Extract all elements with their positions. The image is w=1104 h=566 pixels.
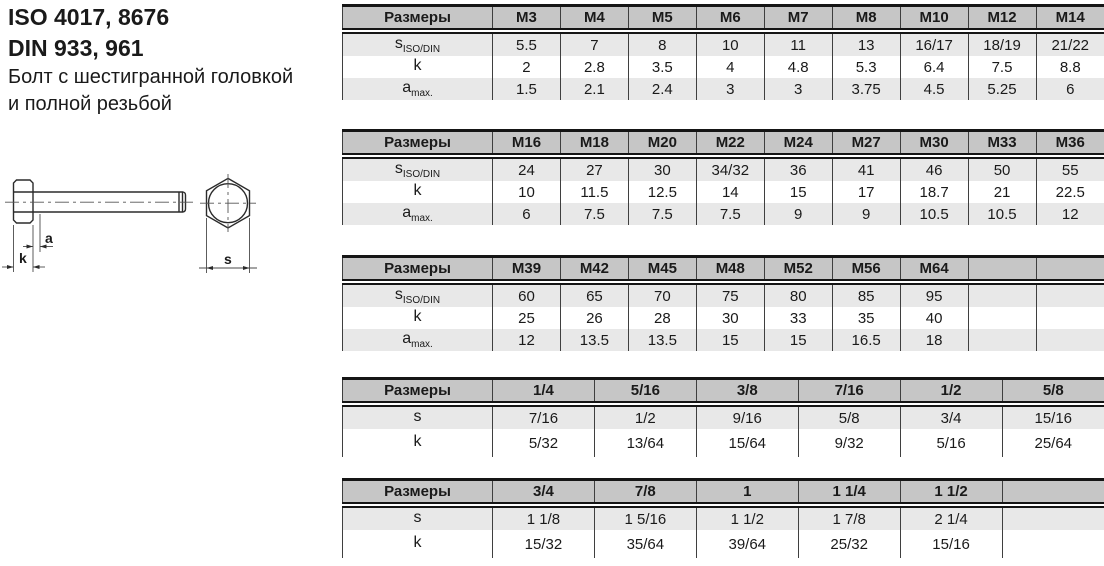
value-cell: 1.5 — [493, 78, 561, 100]
value-cell: 10 — [493, 181, 561, 203]
dim-label-s: s — [224, 251, 232, 267]
value-cell: 30 — [628, 156, 696, 181]
value-cell: 2.4 — [628, 78, 696, 100]
value-cell: 16/17 — [900, 31, 968, 56]
value-cell: 3.5 — [628, 56, 696, 78]
value-cell: 13.5 — [628, 329, 696, 351]
column-header: M6 — [696, 6, 764, 32]
value-cell: 1 1/2 — [696, 505, 798, 530]
column-header: M24 — [764, 131, 832, 157]
value-cell: 8 — [628, 31, 696, 56]
column-header: M56 — [832, 257, 900, 283]
row-label-symbol: k — [413, 533, 422, 551]
column-header: 7/16 — [798, 379, 900, 405]
value-cell: 25/64 — [1002, 429, 1104, 457]
row-label-symbol: a — [402, 203, 412, 221]
row-label-symbol: k — [413, 307, 422, 325]
value-cell — [1036, 329, 1104, 351]
value-cell: 33 — [764, 307, 832, 329]
column-header: M27 — [832, 131, 900, 157]
value-cell: 3/4 — [900, 404, 1002, 429]
column-header: M42 — [560, 257, 628, 283]
value-cell: 28 — [628, 307, 696, 329]
column-header: M8 — [832, 6, 900, 32]
value-cell — [1036, 307, 1104, 329]
value-cell: 11.5 — [560, 181, 628, 203]
value-cell: 7.5 — [968, 56, 1036, 78]
value-cell: 1 1/8 — [493, 505, 595, 530]
table-corner-header: Размеры — [343, 6, 493, 32]
column-header: M3 — [493, 6, 561, 32]
column-header: M10 — [900, 6, 968, 32]
column-header — [1036, 257, 1104, 283]
value-cell: 85 — [832, 282, 900, 307]
standard-iso: ISO 4017, 8676 — [8, 4, 170, 30]
table-metric-m3-m14 — [342, 4, 1104, 100]
row-label-subscript: max. — [411, 88, 433, 100]
title-block — [8, 2, 338, 118]
value-cell: 8.8 — [1036, 56, 1104, 78]
row-label-symbol: s — [394, 159, 403, 177]
table-inch-quarter-to-fiveeighths — [342, 377, 1104, 457]
value-cell: 13.5 — [560, 329, 628, 351]
column-header — [1002, 480, 1104, 506]
row-label-symbol: a — [402, 329, 412, 347]
value-cell: 46 — [900, 156, 968, 181]
column-header: M39 — [493, 257, 561, 283]
value-cell: 10 — [696, 31, 764, 56]
value-cell: 9 — [832, 203, 900, 225]
row-label-symbol: s — [413, 508, 422, 526]
value-cell: 10.5 — [900, 203, 968, 225]
value-cell: 21 — [968, 181, 1036, 203]
row-label-subscript: max. — [411, 213, 433, 225]
row-label-symbol: s — [394, 34, 403, 52]
value-cell: 16.5 — [832, 329, 900, 351]
standard-din: DIN 933, 961 — [8, 35, 144, 61]
row-label-symbol: s — [394, 285, 403, 303]
value-cell: 7 — [560, 31, 628, 56]
column-header: M64 — [900, 257, 968, 283]
column-header: M7 — [764, 6, 832, 32]
value-cell: 18 — [900, 329, 968, 351]
value-cell: 6.4 — [900, 56, 968, 78]
value-cell: 15/32 — [493, 530, 595, 558]
table-corner-header: Размеры — [343, 131, 493, 157]
value-cell: 41 — [832, 156, 900, 181]
bolt-head-outline — [14, 180, 34, 223]
row-label — [343, 307, 493, 329]
value-cell: 17 — [832, 181, 900, 203]
value-cell: 15/16 — [1002, 404, 1104, 429]
value-cell: 40 — [900, 307, 968, 329]
value-cell: 1 5/16 — [594, 505, 696, 530]
value-cell: 7.5 — [696, 203, 764, 225]
row-label — [343, 56, 493, 78]
value-cell — [1002, 505, 1104, 530]
value-cell: 5.25 — [968, 78, 1036, 100]
row-label-subscript: ISO/DIN — [402, 295, 441, 307]
row-label-symbol: a — [402, 78, 412, 96]
column-header: M22 — [696, 131, 764, 157]
dimension-tables — [342, 0, 1104, 566]
column-header: 1/2 — [900, 379, 1002, 405]
column-header: 5/16 — [594, 379, 696, 405]
value-cell: 3.75 — [832, 78, 900, 100]
value-cell: 2.8 — [560, 56, 628, 78]
value-cell: 6 — [1036, 78, 1104, 100]
row-label-subscript: ISO/DIN — [402, 169, 441, 181]
value-cell: 2 1/4 — [900, 505, 1002, 530]
row-label-subscript: ISO/DIN — [402, 44, 441, 56]
value-cell: 39/64 — [696, 530, 798, 558]
value-cell: 9 — [764, 203, 832, 225]
table-metric-m16-m36 — [342, 129, 1104, 225]
value-cell: 7/16 — [493, 404, 595, 429]
table-corner-header: Размеры — [343, 257, 493, 283]
row-label — [343, 429, 493, 457]
value-cell: 5.3 — [832, 56, 900, 78]
value-cell: 21/22 — [1036, 31, 1104, 56]
column-header: M16 — [493, 131, 561, 157]
value-cell: 12 — [493, 329, 561, 351]
value-cell: 80 — [764, 282, 832, 307]
row-label — [343, 31, 493, 56]
row-label — [343, 203, 493, 225]
column-header: M18 — [560, 131, 628, 157]
value-cell: 4 — [696, 56, 764, 78]
value-cell: 4.5 — [900, 78, 968, 100]
row-label — [343, 282, 493, 307]
value-cell: 30 — [696, 307, 764, 329]
column-header: M45 — [628, 257, 696, 283]
dim-label-k: k — [19, 250, 27, 266]
value-cell: 5/16 — [900, 429, 1002, 457]
value-cell: 24 — [493, 156, 561, 181]
table-inch-threequarter-to-oneandhalf — [342, 478, 1104, 558]
row-label-symbol: s — [413, 407, 422, 425]
value-cell: 14 — [696, 181, 764, 203]
row-label-subscript: max. — [411, 339, 433, 351]
value-cell: 25 — [493, 307, 561, 329]
value-cell: 12 — [1036, 203, 1104, 225]
column-header — [968, 257, 1036, 283]
value-cell: 50 — [968, 156, 1036, 181]
value-cell: 5/32 — [493, 429, 595, 457]
value-cell: 95 — [900, 282, 968, 307]
value-cell: 7.5 — [560, 203, 628, 225]
value-cell — [968, 329, 1036, 351]
value-cell: 36 — [764, 156, 832, 181]
row-label — [343, 329, 493, 351]
column-header: M4 — [560, 6, 628, 32]
row-label-symbol: k — [413, 432, 422, 450]
value-cell: 60 — [493, 282, 561, 307]
row-label — [343, 505, 493, 530]
value-cell: 5/8 — [798, 404, 900, 429]
row-label — [343, 181, 493, 203]
column-header: M20 — [628, 131, 696, 157]
row-label — [343, 404, 493, 429]
value-cell: 18/19 — [968, 31, 1036, 56]
value-cell: 22.5 — [1036, 181, 1104, 203]
value-cell: 13/64 — [594, 429, 696, 457]
column-header: 3/8 — [696, 379, 798, 405]
table-corner-header: Размеры — [343, 379, 493, 405]
bolt-technical-drawing — [0, 168, 300, 280]
column-header: 5/8 — [1002, 379, 1104, 405]
bolt-side-view — [2, 180, 193, 272]
column-header: 1 1/4 — [798, 480, 900, 506]
column-header: 3/4 — [493, 480, 595, 506]
value-cell: 1 7/8 — [798, 505, 900, 530]
column-header: M33 — [968, 131, 1036, 157]
value-cell: 75 — [696, 282, 764, 307]
value-cell: 2.1 — [560, 78, 628, 100]
value-cell: 65 — [560, 282, 628, 307]
row-label — [343, 156, 493, 181]
bolt-head-hex-view — [199, 174, 257, 273]
row-label — [343, 78, 493, 100]
value-cell: 27 — [560, 156, 628, 181]
value-cell: 11 — [764, 31, 832, 56]
value-cell: 15/16 — [900, 530, 1002, 558]
value-cell: 18.7 — [900, 181, 968, 203]
value-cell — [1002, 530, 1104, 558]
value-cell: 55 — [1036, 156, 1104, 181]
value-cell: 15/64 — [696, 429, 798, 457]
table-metric-m39-m64 — [342, 255, 1104, 351]
value-cell: 9/32 — [798, 429, 900, 457]
value-cell: 5.5 — [493, 31, 561, 56]
value-cell: 2 — [493, 56, 561, 78]
value-cell: 15 — [764, 181, 832, 203]
column-header: M48 — [696, 257, 764, 283]
column-header: 1 1/2 — [900, 480, 1002, 506]
value-cell: 10.5 — [968, 203, 1036, 225]
column-header: M12 — [968, 6, 1036, 32]
value-cell: 7.5 — [628, 203, 696, 225]
column-header: M5 — [628, 6, 696, 32]
value-cell: 70 — [628, 282, 696, 307]
value-cell — [968, 282, 1036, 307]
dim-label-a: a — [45, 230, 53, 246]
column-header: 1/4 — [493, 379, 595, 405]
row-label — [343, 530, 493, 558]
description-line-1: Болт с шестигранной головкой — [8, 66, 294, 88]
value-cell: 35/64 — [594, 530, 696, 558]
value-cell: 6 — [493, 203, 561, 225]
column-header: M30 — [900, 131, 968, 157]
value-cell: 3 — [764, 78, 832, 100]
value-cell: 34/32 — [696, 156, 764, 181]
value-cell: 1/2 — [594, 404, 696, 429]
column-header: M14 — [1036, 6, 1104, 32]
value-cell: 35 — [832, 307, 900, 329]
value-cell: 13 — [832, 31, 900, 56]
description-line-2: и полной резьбой — [8, 93, 172, 115]
row-label-symbol: k — [413, 181, 422, 199]
table-corner-header: Размеры — [343, 480, 493, 506]
row-label-symbol: k — [413, 56, 422, 74]
value-cell: 3 — [696, 78, 764, 100]
column-header: M36 — [1036, 131, 1104, 157]
value-cell: 26 — [560, 307, 628, 329]
value-cell: 9/16 — [696, 404, 798, 429]
column-header: 7/8 — [594, 480, 696, 506]
value-cell: 4.8 — [764, 56, 832, 78]
column-header: 1 — [696, 480, 798, 506]
column-header: M52 — [764, 257, 832, 283]
value-cell: 25/32 — [798, 530, 900, 558]
value-cell: 15 — [696, 329, 764, 351]
value-cell — [1036, 282, 1104, 307]
value-cell: 15 — [764, 329, 832, 351]
value-cell: 12.5 — [628, 181, 696, 203]
value-cell — [968, 307, 1036, 329]
